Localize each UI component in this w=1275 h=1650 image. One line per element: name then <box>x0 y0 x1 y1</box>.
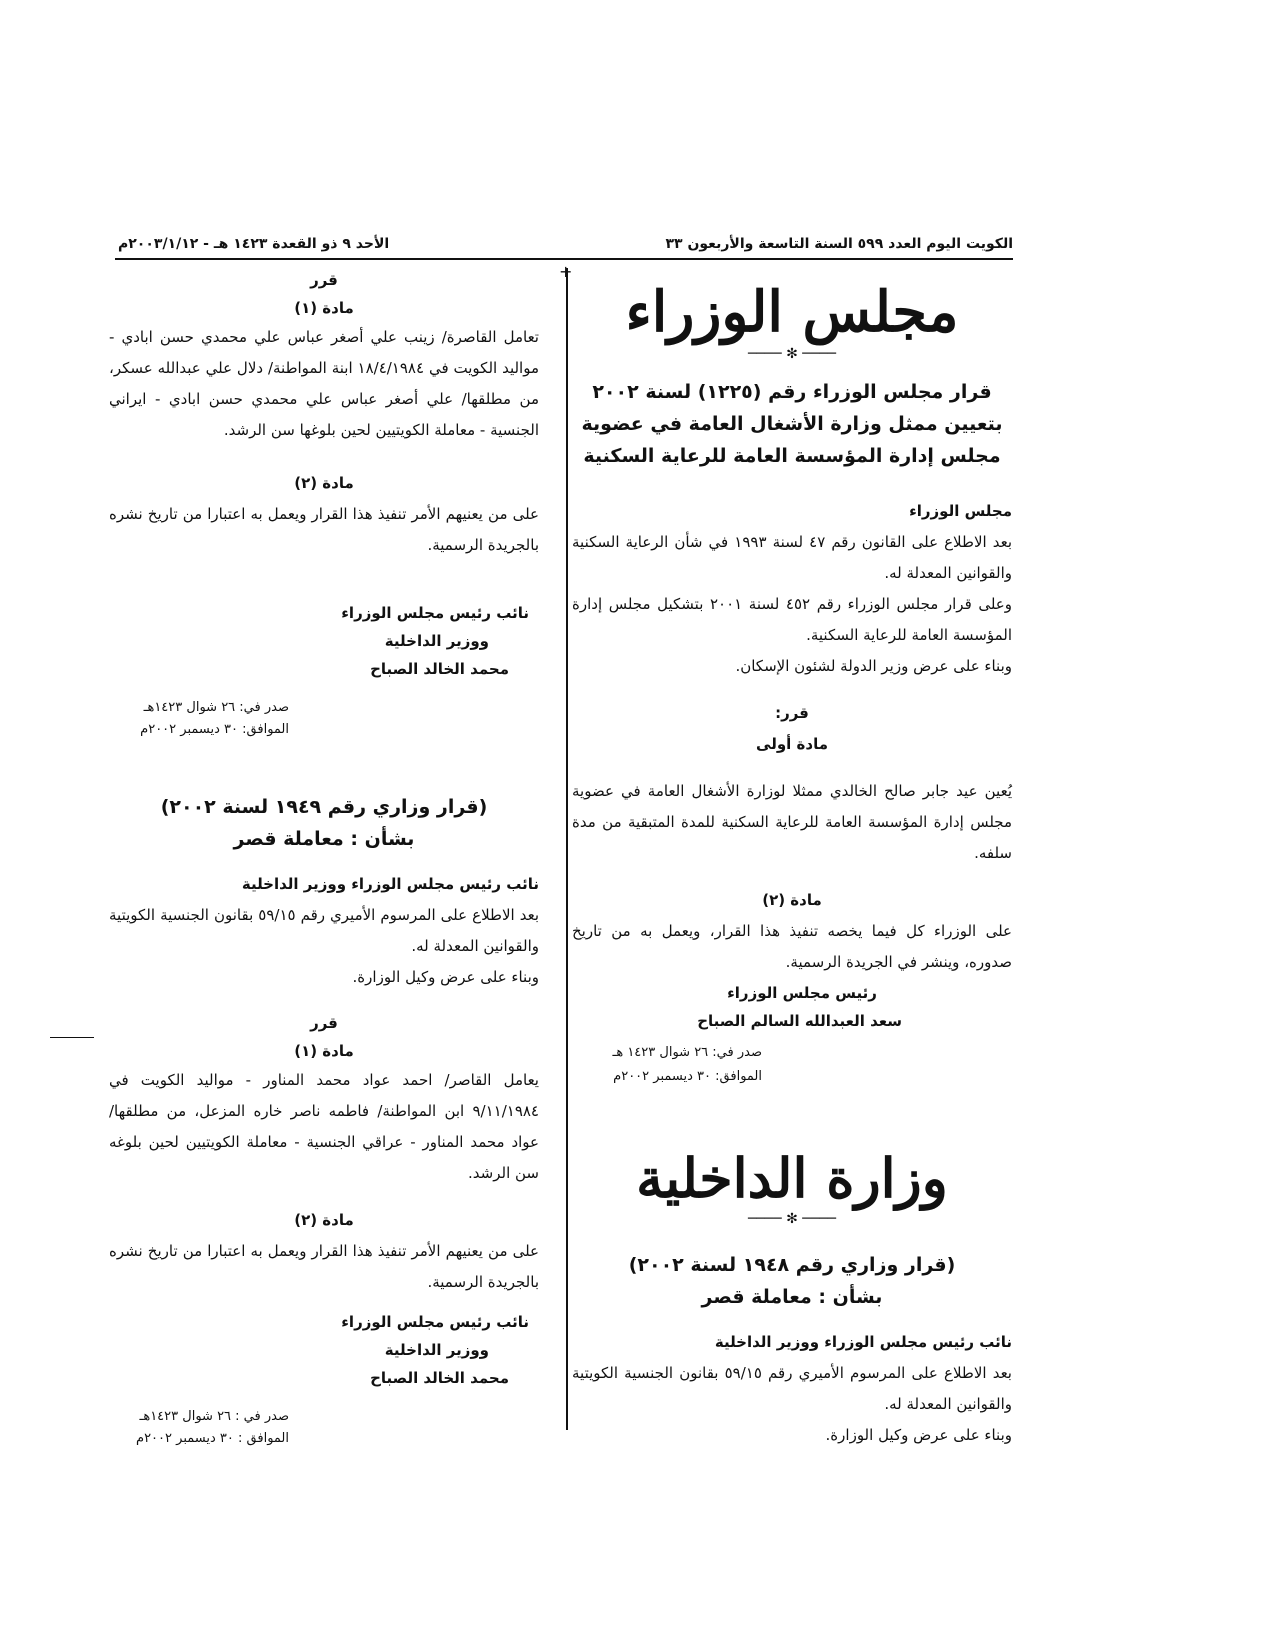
issue-date: الموافق: ٣٠ ديسمبر ٢٠٠٢م <box>613 1069 762 1084</box>
signature-title: ووزير الداخلية <box>384 632 489 650</box>
signature-name: سعد العبدالله السالم الصباح <box>697 1012 902 1030</box>
issue-date: الموافق : ٣٠ ديسمبر ٢٠٠٢م <box>136 1431 289 1446</box>
divider-cross: + <box>559 262 573 281</box>
left-column <box>109 266 539 1450</box>
signature-title: رئيس مجلس الوزراء <box>727 984 877 1002</box>
preamble-paragraph: بعد الاطلاع على المرسوم الأميري رقم ٥٩/١٥ بقانون الجنسية الكويتية والقوانين المعدلة له. <box>572 1364 1012 1413</box>
margin-tick <box>50 1037 94 1038</box>
article-title: مادة (٢) <box>294 474 354 492</box>
article-title: مادة أولى <box>756 735 828 753</box>
section-title-interior: وزارة الداخلية <box>636 1146 948 1210</box>
decree-title-line: (قرار وزاري رقم ١٩٤٩ لسنة ٢٠٠٢) <box>160 796 488 818</box>
decided-heading: قرر: <box>775 704 809 722</box>
header-rule <box>115 258 1013 260</box>
signature-title: نائب رئيس مجلس الوزراء <box>341 604 529 622</box>
authority: مجلس الوزراء <box>909 502 1012 520</box>
authority: نائب رئيس مجلس الوزراء ووزير الداخلية <box>241 875 539 893</box>
decided-heading: قرر <box>310 271 338 289</box>
header-date: الأحد ٩ ذو القعدة ١٤٢٣ هـ - ٢٠٠٣/١/١٢م <box>118 236 390 252</box>
signature-name: محمد الخالد الصباح <box>370 660 509 678</box>
signature-title: ووزير الداخلية <box>384 1341 489 1359</box>
preamble-paragraph: وعلى قرار مجلس الوزراء رقم ٤٥٢ لسنة ٢٠٠١ بتشكيل مجلس إدارة المؤسسة العامة للرعاية السكنية. <box>572 595 1012 644</box>
decree-title-line: بتعيين ممثل وزارة الأشغال العامة في عضوية <box>581 413 1003 435</box>
decree-subtitle: بشأن : معاملة قصر <box>233 828 415 850</box>
ornament-divider: ──── ✻ ──── <box>747 346 837 362</box>
article-text: على الوزراء كل فيما يخصه تنفيذ هذا القرار، ويعمل به من تاريخ صدوره، وينشر في الجريدة الرسمية. <box>572 922 1012 971</box>
article-text: يُعين عيد جابر صالح الخالدي ممثلا لوزارة الأشغال العامة في عضوية مجلس إدارة المؤسسة العامة للرعاية السكنية للمدة المتبقية من مدة سلفه. <box>572 782 1012 862</box>
decided-heading: قرر <box>310 1014 338 1032</box>
issue-date: صدر في: ٢٦ شوال ١٤٢٣ هـ <box>612 1045 762 1060</box>
ornament-divider: ──── ✻ ──── <box>747 1211 837 1227</box>
issue-date: الموافق: ٣٠ ديسمبر ٢٠٠٢م <box>140 722 289 737</box>
article-text: يعامل القاصر/ احمد عواد محمد المناور - مواليد الكويت في ٩/١١/١٩٨٤ ابن المواطنة/ فاطمه ناصر خاره المزعل، من مطلقها/ عواد محمد المناور - عراقي الجنسية - معاملة الكويتيين لحين بلوغه سن الرشد. <box>109 1071 539 1182</box>
star-icon: ✻ <box>786 346 798 362</box>
section-title-council: مجلس الوزراء <box>625 279 959 345</box>
article-text: تعامل القاصرة/ زينب علي أصغر عباس علي محمدي حسن ابادي - مواليد الكويت في ١٨/٤/١٩٨٤ ابنة المواطنة/ دلال علي عبدالله عسكر، من مطلقها/ علي أصغر عباس علي محمدي حسن ابادي - ايراني الجنسية - معاملة الكويتيين لحين بلوغها سن الرشد. <box>109 328 539 439</box>
preamble-paragraph: وبناء على عرض وكيل الوزارة. <box>352 968 539 986</box>
preamble-paragraph: وبناء على عرض وكيل الوزارة. <box>825 1426 1012 1444</box>
preamble-paragraph: بعد الاطلاع على القانون رقم ٤٧ لسنة ١٩٩٣ في شأن الرعاية السكنية والقوانين المعدلة له. <box>572 533 1013 582</box>
article-text: على من يعنيهم الأمر تنفيذ هذا القرار ويعمل به اعتبارا من تاريخ نشره بالجريدة الرسمية. <box>109 505 539 554</box>
issue-date: صدر في: ٢٦ شوال ١٤٢٣هـ <box>143 700 289 715</box>
signature-title: نائب رئيس مجلس الوزراء <box>341 1313 529 1331</box>
preamble-paragraph: بعد الاطلاع على المرسوم الأميري رقم ٥٩/١٥ بقانون الجنسية الكويتية والقوانين المعدلة له. <box>109 906 539 955</box>
issue-date: صدر في : ٢٦ شوال ١٤٢٣هـ <box>139 1409 289 1424</box>
column-divider <box>566 268 568 1430</box>
article-title: مادة (٢) <box>294 1211 354 1229</box>
article-text: على من يعنيهم الأمر تنفيذ هذا القرار ويعمل به اعتبارا من تاريخ نشره بالجريدة الرسمية. <box>109 1242 539 1291</box>
star-icon: ✻ <box>786 1211 798 1227</box>
header-issue-info: الكويت اليوم العدد ٥٩٩ السنة التاسعة والأربعون ٣٣ <box>665 236 1013 252</box>
article-title: مادة (١) <box>294 299 354 317</box>
authority: نائب رئيس مجلس الوزراء ووزير الداخلية <box>714 1333 1012 1351</box>
decree-title-line: قرار مجلس الوزراء رقم (١٢٢٥) لسنة ٢٠٠٢ <box>592 381 992 403</box>
preamble-paragraph: وبناء على عرض وزير الدولة لشئون الإسكان. <box>735 657 1012 675</box>
decree-title-line: (قرار وزاري رقم ١٩٤٨ لسنة ٢٠٠٢) <box>628 1254 956 1276</box>
right-column <box>572 278 1012 1451</box>
decree-title-line: مجلس إدارة المؤسسة العامة للرعاية السكنية <box>583 445 1001 467</box>
article-title: مادة (٢) <box>762 891 822 909</box>
decree-subtitle: بشأن : معاملة قصر <box>701 1286 883 1308</box>
signature-name: محمد الخالد الصباح <box>370 1369 509 1387</box>
article-title: مادة (١) <box>294 1042 354 1060</box>
